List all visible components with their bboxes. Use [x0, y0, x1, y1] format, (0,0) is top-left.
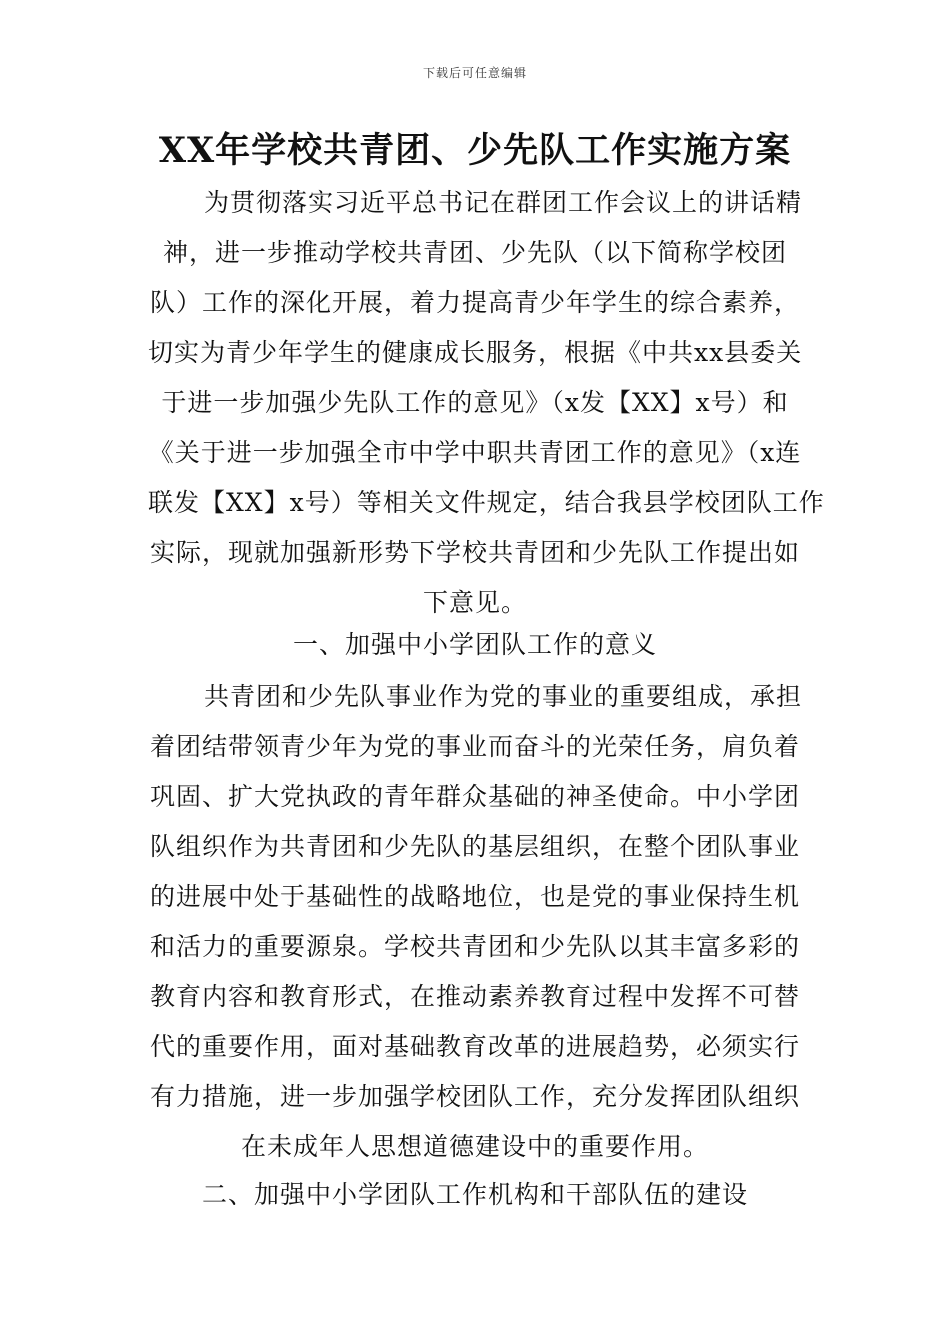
paragraph-line: 队组织作为共青团和少先队的基层组织，在整个团队事业	[149, 832, 800, 861]
header-note: 下载后可任意编辑	[422, 66, 527, 80]
paragraph-line: 切实为青少年学生的健康成长服务，根据《中共xx县委关	[148, 338, 803, 367]
paragraph-line: 和活力的重要源泉。学校共青团和少先队以其丰富多彩的	[149, 932, 800, 961]
paragraph-line: 教育内容和教育形式，在推动素养教育过程中发挥不可替	[149, 982, 800, 1011]
paragraph-line: 为贯彻落实习近平总书记在群团工作会议上的讲话精	[204, 188, 803, 217]
paragraph-line: 有力措施，进一步加强学校团队工作，充分发挥团队组织	[149, 1082, 800, 1111]
paragraph-line: 《关于进一步加强全市中学中职共青团工作的意见》（x连	[148, 438, 802, 467]
paragraph-line: 队）工作的深化开展，着力提高青少年学生的综合素养，	[149, 288, 800, 317]
paragraph-line: 巩固、扩大党执政的青年群众基础的神圣使命。中小学团	[149, 782, 800, 811]
paragraph-line: 下意见。	[422, 588, 527, 617]
paragraph-line: 代的重要作用，面对基础教育改革的进展趋势，必须实行	[149, 1032, 800, 1061]
paragraph-line: 的进展中处于基础性的战略地位，也是党的事业保持生机	[149, 882, 800, 911]
paragraph-line: 联发【XX】x号）等相关文件规定，结合我县学校团队工作	[148, 488, 825, 517]
document-title: XX年学校共青团、少先队工作实施方案	[158, 130, 792, 171]
paragraph-significance	[148, 672, 802, 1172]
section-heading-2: 二、加强中小学团队工作机构和干部队伍的建设	[201, 1180, 748, 1209]
paragraph-line: 实际，现就加强新形势下学校共青团和少先队工作提出如	[149, 538, 800, 567]
paragraph-line: 于进一步加强少先队工作的意见》（x发【XX】x号）和	[161, 388, 789, 417]
paragraph-intro	[148, 178, 825, 628]
section-heading-1: 一、加强中小学团队工作的意义	[292, 630, 657, 659]
paragraph-line: 在未成年人思想道德建设中的重要作用。	[240, 1132, 709, 1161]
paragraph-line: 共青团和少先队事业作为党的事业的重要组成，承担	[204, 682, 803, 711]
paragraph-line: 神，进一步推动学校共青团、少先队（以下简称学校团	[162, 238, 787, 267]
paragraph-line: 着团结带领青少年为党的事业而奋斗的光荣任务，肩负着	[149, 732, 800, 761]
